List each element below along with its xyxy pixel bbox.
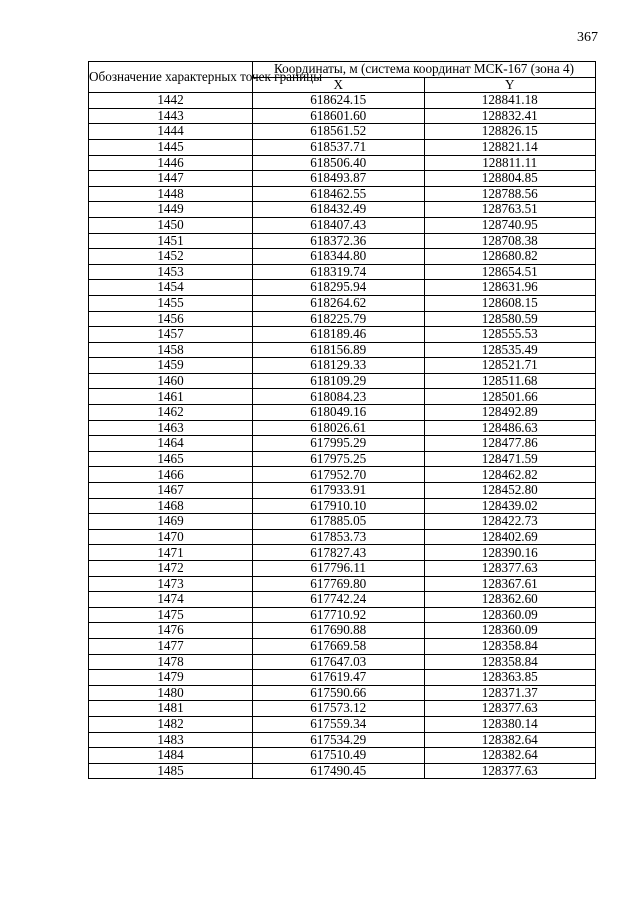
cell-y: 128580.59: [424, 311, 596, 327]
table-row: [89, 171, 596, 187]
header-coordinates: Координаты, м (система координат МСК-167 (зона 4): [253, 62, 596, 78]
cell-point: 1463: [89, 420, 253, 436]
cell-y: 128535.49: [424, 342, 596, 358]
cell-point: 1460: [89, 373, 253, 389]
cell-x: 617827.43: [253, 545, 425, 561]
cell-point: 1476: [89, 623, 253, 639]
cell-y: 128422.73: [424, 514, 596, 530]
cell-x: 618264.62: [253, 295, 425, 311]
cell-x: 617510.49: [253, 748, 425, 764]
cell-y: 128367.61: [424, 576, 596, 592]
cell-x: 618561.52: [253, 124, 425, 140]
cell-x: 618084.23: [253, 389, 425, 405]
cell-y: 128402.69: [424, 529, 596, 545]
cell-y: 128360.09: [424, 607, 596, 623]
table-row: [89, 405, 596, 421]
cell-x: 618189.46: [253, 327, 425, 343]
table-row: [89, 217, 596, 233]
cell-x: 618432.49: [253, 202, 425, 218]
cell-y: 128371.37: [424, 685, 596, 701]
table-row: [89, 545, 596, 561]
table-row: [89, 295, 596, 311]
cell-point: 1475: [89, 607, 253, 623]
cell-x: 618129.33: [253, 358, 425, 374]
cell-y: 128804.85: [424, 171, 596, 187]
cell-point: 1464: [89, 436, 253, 452]
cell-point: 1454: [89, 280, 253, 296]
cell-y: 128377.63: [424, 701, 596, 717]
cell-point: 1480: [89, 685, 253, 701]
table-row: [89, 451, 596, 467]
table-row: [89, 420, 596, 436]
table-row: [89, 436, 596, 452]
table-row: [89, 280, 596, 296]
cell-point: 1447: [89, 171, 253, 187]
table-row: [89, 202, 596, 218]
table-row: [89, 327, 596, 343]
cell-x: 618372.36: [253, 233, 425, 249]
table-row: [89, 763, 596, 779]
cell-y: 128821.14: [424, 139, 596, 155]
cell-y: 128471.59: [424, 451, 596, 467]
cell-x: 617590.66: [253, 685, 425, 701]
cell-y: 128377.63: [424, 763, 596, 779]
cell-y: 128826.15: [424, 124, 596, 140]
table-row: [89, 701, 596, 717]
table-row: [89, 373, 596, 389]
cell-y: 128358.84: [424, 654, 596, 670]
cell-point: 1469: [89, 514, 253, 530]
table-row: [89, 576, 596, 592]
cell-point: 1455: [89, 295, 253, 311]
cell-y: 128608.15: [424, 295, 596, 311]
cell-point: 1445: [89, 139, 253, 155]
cell-x: 618601.60: [253, 108, 425, 124]
cell-x: 617769.80: [253, 576, 425, 592]
cell-y: 128680.82: [424, 249, 596, 265]
cell-point: 1467: [89, 483, 253, 499]
cell-point: 1478: [89, 654, 253, 670]
table-row: [89, 654, 596, 670]
cell-point: 1450: [89, 217, 253, 233]
table-row: [89, 638, 596, 654]
cell-x: 617669.58: [253, 638, 425, 654]
table-row: [89, 311, 596, 327]
table-row: [89, 358, 596, 374]
cell-point: 1465: [89, 451, 253, 467]
cell-point: 1451: [89, 233, 253, 249]
cell-x: 617534.29: [253, 732, 425, 748]
cell-point: 1443: [89, 108, 253, 124]
cell-point: 1479: [89, 670, 253, 686]
cell-point: 1452: [89, 249, 253, 265]
table-row: [89, 93, 596, 109]
cell-y: 128380.14: [424, 716, 596, 732]
cell-point: 1461: [89, 389, 253, 405]
table-row: [89, 748, 596, 764]
cell-x: 618493.87: [253, 171, 425, 187]
coordinates-table: [88, 61, 596, 779]
cell-y: 128631.96: [424, 280, 596, 296]
table-row: [89, 342, 596, 358]
table-row: [89, 186, 596, 202]
cell-point: 1446: [89, 155, 253, 171]
table-row: [89, 685, 596, 701]
table-row: [89, 233, 596, 249]
cell-y: 128740.95: [424, 217, 596, 233]
cell-point: 1474: [89, 592, 253, 608]
cell-x: 618156.89: [253, 342, 425, 358]
table-row: [89, 561, 596, 577]
cell-point: 1444: [89, 124, 253, 140]
table-row: [89, 732, 596, 748]
cell-x: 617952.70: [253, 467, 425, 483]
cell-point: 1484: [89, 748, 253, 764]
cell-point: 1453: [89, 264, 253, 280]
cell-point: 1471: [89, 545, 253, 561]
table-row: [89, 716, 596, 732]
cell-y: 128462.82: [424, 467, 596, 483]
cell-y: 128501.66: [424, 389, 596, 405]
cell-y: 128439.02: [424, 498, 596, 514]
table-row: [89, 483, 596, 499]
cell-x: 618109.29: [253, 373, 425, 389]
cell-x: 618295.94: [253, 280, 425, 296]
cell-x: 617933.91: [253, 483, 425, 499]
cell-point: 1483: [89, 732, 253, 748]
cell-point: 1466: [89, 467, 253, 483]
cell-y: 128708.38: [424, 233, 596, 249]
table-row: [89, 607, 596, 623]
header-y: Y: [424, 77, 596, 93]
cell-point: 1449: [89, 202, 253, 218]
cell-point: 1482: [89, 716, 253, 732]
cell-x: 618319.74: [253, 264, 425, 280]
header-row: [89, 62, 596, 78]
cell-x: 618026.61: [253, 420, 425, 436]
table-row: [89, 139, 596, 155]
cell-x: 617796.11: [253, 561, 425, 577]
cell-y: 128521.71: [424, 358, 596, 374]
header-x: X: [253, 77, 425, 93]
table-row: [89, 670, 596, 686]
cell-x: 617619.47: [253, 670, 425, 686]
table-body: [89, 93, 596, 779]
cell-y: 128555.53: [424, 327, 596, 343]
cell-y: 128788.56: [424, 186, 596, 202]
cell-point: 1470: [89, 529, 253, 545]
cell-y: 128763.51: [424, 202, 596, 218]
cell-point: 1442: [89, 93, 253, 109]
cell-x: 618462.55: [253, 186, 425, 202]
cell-y: 128377.63: [424, 561, 596, 577]
cell-point: 1457: [89, 327, 253, 343]
cell-y: 128363.85: [424, 670, 596, 686]
table-row: [89, 623, 596, 639]
table-row: [89, 264, 596, 280]
cell-x: 617975.25: [253, 451, 425, 467]
cell-x: 617910.10: [253, 498, 425, 514]
table-row: [89, 155, 596, 171]
table-row: [89, 529, 596, 545]
cell-y: 128811.11: [424, 155, 596, 171]
cell-x: 617647.03: [253, 654, 425, 670]
cell-y: 128358.84: [424, 638, 596, 654]
cell-y: 128382.64: [424, 732, 596, 748]
cell-x: 618537.71: [253, 139, 425, 155]
cell-point: 1472: [89, 561, 253, 577]
cell-y: 128654.51: [424, 264, 596, 280]
table-row: [89, 467, 596, 483]
cell-x: 617885.05: [253, 514, 425, 530]
table-row: [89, 498, 596, 514]
cell-y: 128360.09: [424, 623, 596, 639]
cell-y: 128511.68: [424, 373, 596, 389]
cell-y: 128362.60: [424, 592, 596, 608]
header-point-designation: Обозначение характерных точек границы: [89, 62, 253, 93]
cell-point: 1473: [89, 576, 253, 592]
table-row: [89, 592, 596, 608]
cell-point: 1458: [89, 342, 253, 358]
cell-x: 618049.16: [253, 405, 425, 421]
cell-x: 617573.12: [253, 701, 425, 717]
cell-x: 617710.92: [253, 607, 425, 623]
table-row: [89, 249, 596, 265]
cell-y: 128477.86: [424, 436, 596, 452]
cell-point: 1448: [89, 186, 253, 202]
cell-x: 617490.45: [253, 763, 425, 779]
cell-x: 617995.29: [253, 436, 425, 452]
cell-y: 128452.80: [424, 483, 596, 499]
cell-y: 128390.16: [424, 545, 596, 561]
table-row: [89, 124, 596, 140]
cell-point: 1459: [89, 358, 253, 374]
cell-point: 1481: [89, 701, 253, 717]
cell-y: 128492.89: [424, 405, 596, 421]
cell-x: 618506.40: [253, 155, 425, 171]
cell-x: 617742.24: [253, 592, 425, 608]
cell-point: 1456: [89, 311, 253, 327]
cell-x: 617690.88: [253, 623, 425, 639]
cell-y: 128486.63: [424, 420, 596, 436]
cell-x: 617853.73: [253, 529, 425, 545]
cell-x: 618225.79: [253, 311, 425, 327]
cell-y: 128841.18: [424, 93, 596, 109]
table-header: [89, 62, 596, 93]
cell-y: 128832.41: [424, 108, 596, 124]
table-row: [89, 389, 596, 405]
cell-x: 618624.15: [253, 93, 425, 109]
table-row: [89, 108, 596, 124]
cell-point: 1477: [89, 638, 253, 654]
cell-x: 617559.34: [253, 716, 425, 732]
cell-x: 618344.80: [253, 249, 425, 265]
cell-point: 1462: [89, 405, 253, 421]
cell-y: 128382.64: [424, 748, 596, 764]
page-number: 367: [577, 30, 598, 45]
cell-point: 1485: [89, 763, 253, 779]
cell-point: 1468: [89, 498, 253, 514]
table-row: [89, 514, 596, 530]
cell-x: 618407.43: [253, 217, 425, 233]
